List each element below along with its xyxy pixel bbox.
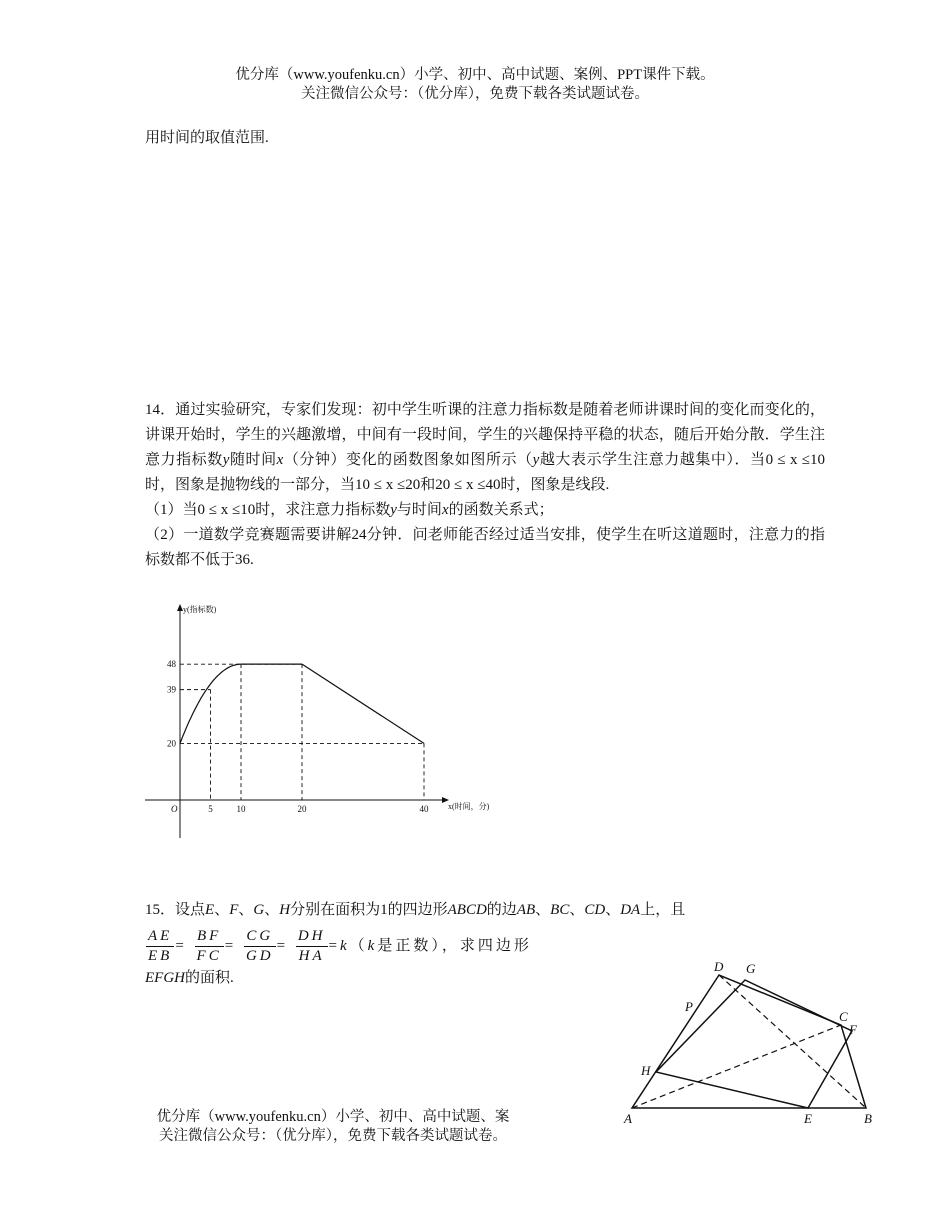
q14-intro: 14．通过实验研究，专家们发现：初中学生听课的注意力指标数是随着老师讲课时间的变化而变化的，讲课开始时，学生的兴趣激增，中间有一段时间，学生的兴趣保持平稳的状态，随后开始分散．学生注意力指标数y随时间x（分钟）变化的函数图象如图所示（y越大表示学生注意力越集中）．当0 ≤ x ≤10时，图象是抛物线的一部分，当10 ≤ x ≤20和20 ≤ x ≤40时，图象是线段. <box>145 402 825 493</box>
q14-part-1: （1）当0 ≤ x ≤10时，求注意力指标数y与时间x的函数关系式； <box>145 502 554 518</box>
continuation-text: 用时间的取值范围. <box>145 130 269 146</box>
fraction-cg-gd: $\frac{CG}{GD}$ <box>245 928 274 964</box>
page-header <box>0 66 950 104</box>
x-tick-label: 20 <box>297 804 307 814</box>
x-tick-label: 40 <box>419 804 429 814</box>
quadrilateral-abcd <box>632 975 866 1108</box>
q14-part-2: （2）一道数学竞赛题需要讲解24分钟．问老师能否经过适当安排，使学生在听这道题时，注意力的指标数都不低于36. <box>145 527 825 568</box>
label-a: A <box>624 1111 632 1126</box>
segment-decline <box>302 664 424 743</box>
y-tick-label: 48 <box>167 659 176 670</box>
question-14 <box>145 398 825 573</box>
footer-line-1: 优分库（www.youfenku.cn）小学、初中、高中试题、案 <box>156 1109 510 1125</box>
footer-line-2: 关注微信公众号：（优分库），免费下载各类试题试卷。 <box>159 1128 507 1144</box>
diagonal-db <box>719 975 866 1108</box>
header-line-1: 优分库（www.youfenku.cn）小学、初中、高中试题、案例、PPT课件下载。 <box>235 67 715 83</box>
label-h: H <box>641 1063 651 1078</box>
y-tick-label: 39 <box>167 684 176 695</box>
y-tick-label: 20 <box>167 738 176 749</box>
label-p: P <box>685 999 693 1014</box>
fraction-ae-eb: $\frac{AE}{EB}$ <box>148 928 173 964</box>
quadrilateral-figure <box>620 955 890 1130</box>
q15-line-3: EFGH的面积. <box>145 970 234 986</box>
origin-label: O <box>171 804 178 814</box>
fraction-bf-fc: $\frac{BF}{FC}$ <box>196 928 222 964</box>
diagonal-ac <box>632 1025 841 1108</box>
label-b: B <box>864 1111 872 1126</box>
page-footer <box>0 1108 808 1146</box>
q15-line-2: $\frac{AE}{EB}$ = $\frac{BF}{FC}$ = $\frac{CG}{GD}$ = $\frac{DH}{HA}$ =k（k是正数），求四边形 <box>148 928 532 964</box>
x-tick-label: 10 <box>236 804 246 814</box>
y-axis-title: y(指标数) <box>183 605 217 614</box>
header-line-2: 关注微信公众号：（优分库），免费下载各类试题试卷。 <box>301 86 649 102</box>
label-d: D <box>714 959 724 974</box>
x-tick-label: 5 <box>208 804 213 814</box>
attention-chart <box>145 598 505 843</box>
q15-line-1: 15．设点E、F、G、H分别在面积为1的四边形ABCD的边AB、BC、CD、DA上，且 <box>145 902 686 918</box>
label-g: G <box>746 961 756 976</box>
x-axis-title: x(时间，分) <box>448 802 490 811</box>
label-c: C <box>839 1009 848 1024</box>
fraction-dh-ha: $\frac{DH}{HA}$ <box>297 928 326 964</box>
label-f: F <box>849 1022 857 1037</box>
label-e: E <box>804 1111 812 1126</box>
